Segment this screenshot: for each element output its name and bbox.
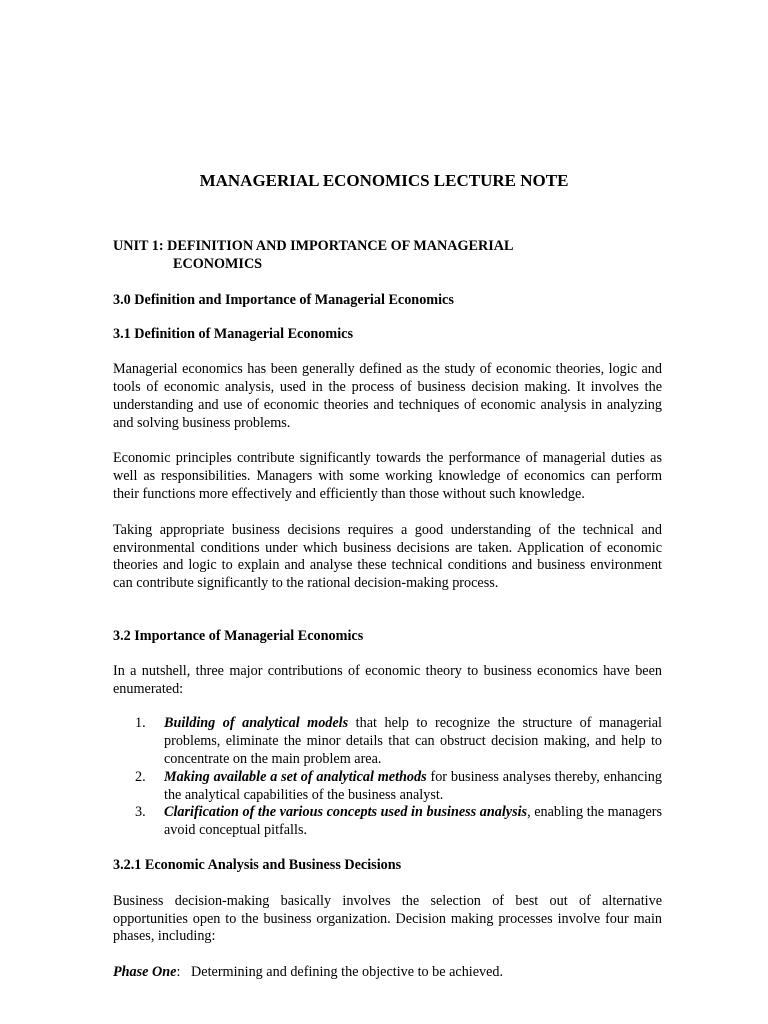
unit-heading-line2: ECONOMICS (173, 255, 263, 272)
list-item-number: 3. (135, 804, 146, 821)
list-item-text: , enabling the managers avoid conceptual pitfalls. (164, 804, 663, 839)
paragraph: Economic principles contribute significantly towards the performance of managerial duties as well as responsibilities. Managers with some working knowledge of economics can perform their functions more effectively and efficiently than those without such knowledge. (113, 450, 662, 502)
paragraph: Taking appropriate business decisions requires a good understanding of the technical and environmental conditions under which business decisions are taken. Application of economic theories and logic to explain and analyse these technical conditions and business environment can contribute significantly to the rational decision-making process. (113, 521, 662, 592)
document-body (113, 238, 662, 982)
section-heading-3-1: 3.1 Definition of Managerial Economics (113, 326, 353, 343)
section-heading-3-2: 3.2 Importance of Managerial Economics (113, 627, 364, 644)
unit-heading-line1: UNIT 1: DEFINITION AND IMPORTANCE OF MANAGERIAL (113, 238, 514, 254)
list-item-text: for business analyses thereby, enhancing the analytical capabilities of the business analyst. (164, 768, 662, 803)
list-item (113, 769, 662, 805)
phase-one-text: Determining and defining the objective to be achieved. (191, 964, 504, 981)
list-item-emphasis: Making available a set of analytical methods (164, 768, 427, 785)
phase-one-label: Phase One (113, 964, 177, 981)
section-heading-3-2-1: 3.2.1 Economic Analysis and Business Decisions (113, 856, 402, 873)
phase-one-line (113, 964, 662, 982)
unit-heading (113, 238, 662, 274)
paragraph: In a nutshell, three major contributions of economic theory to business economics have been enumerated: (113, 662, 662, 697)
list-item (113, 804, 662, 840)
paragraph: Managerial economics has been generally defined as the study of economic theories, logic and tools of economic analysis, used in the process of business decision making. It involves the understanding and use of economic theories and techniques of economic analysis in analyzing and solving business problems. (113, 361, 662, 431)
list-item-number: 1. (135, 715, 146, 732)
section-heading-3-0: 3.0 Definition and Importance of Managerial Economics (113, 291, 454, 308)
paragraph: Business decision-making basically involves the selection of best out of alternative opportunities open to the business organization. Decision making processes involve four main phases, including: (113, 892, 662, 945)
list-item-emphasis: Building of analytical models (164, 715, 349, 732)
list-item-number: 2. (135, 768, 146, 785)
list-item (113, 715, 662, 768)
list-item-emphasis: Clarification of the various concepts used in business analysis (164, 804, 528, 821)
contributions-list (113, 715, 662, 840)
document-title: MANAGERIAL ECONOMICS LECTURE NOTE (199, 171, 569, 190)
list-item-text: that help to recognize the structure of managerial problems, eliminate the minor details that can obstruct decision making, and help to concentrate on the main problem area. (164, 715, 662, 767)
phase-one-colon: : (176, 964, 181, 981)
